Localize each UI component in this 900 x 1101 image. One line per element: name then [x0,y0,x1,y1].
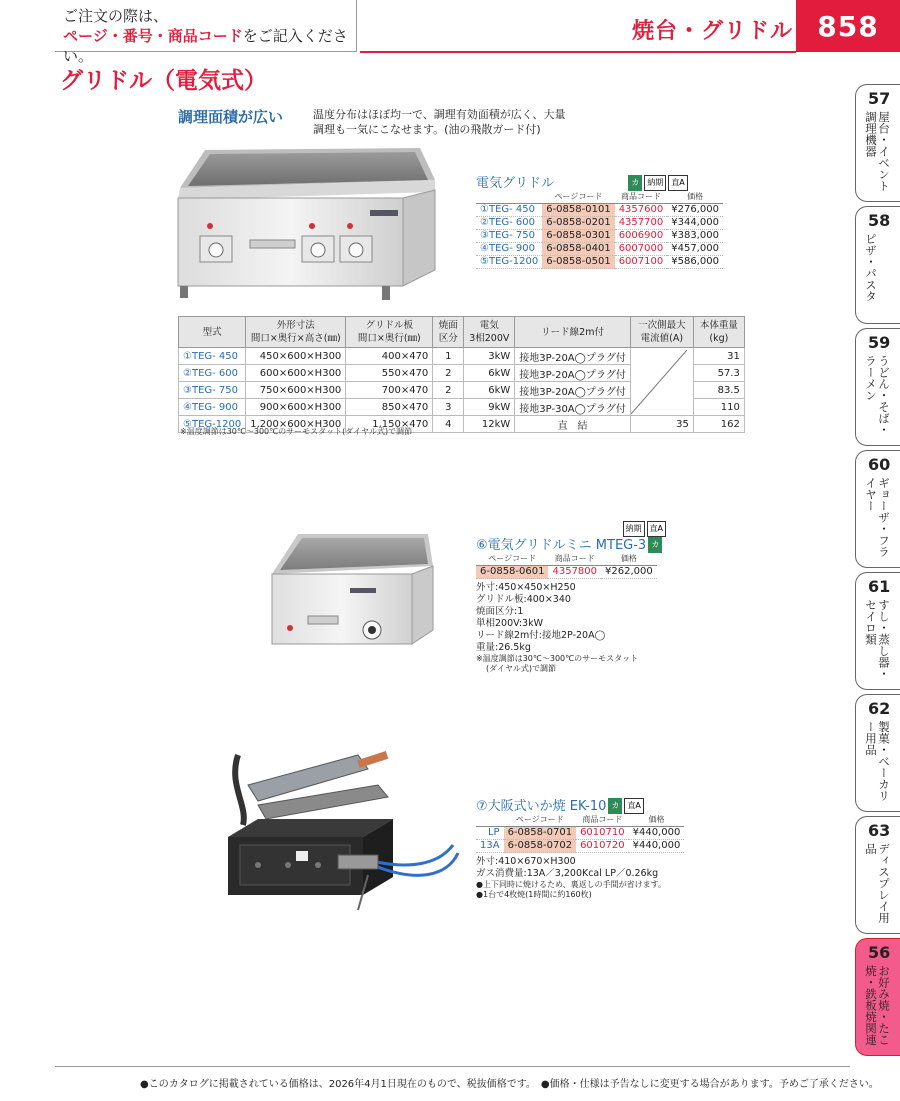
spec-header-zones: 焼面 区分 [433,317,464,348]
price-row [476,230,723,243]
tab-label: すし・蒸し器・セイロ類 [864,599,891,680]
tab-label: 製菓・ベーカリー用品 [864,721,891,802]
spec-lead: 接地3P-30A◯プラグ付 [515,399,631,416]
feature-description: 温度分布はほぼ均一で、調理有効面積が広く、大量調理も一気にこなせます。(油の飛散ガード付) [313,108,566,136]
spec-weight: 重量:26.5kg [476,642,531,653]
spec-lead: 接地3P-20A◯プラグ付 [515,348,631,365]
price: ¥262,000 [601,566,657,579]
index-tab-60[interactable] [855,450,900,568]
product1-name: 電気グリドル [476,176,555,191]
notice-rest-text: をご記入ください。 [63,27,348,65]
squid-grill-image [218,745,468,915]
spec-line: 焼面区分:1 [476,606,524,617]
product3-name: ⑦大阪式いか焼 EK-10 [476,799,607,814]
spec-zones: 2 [433,365,464,382]
product2-badge-choku: 直A [647,521,666,537]
index-tab-63[interactable] [855,816,900,934]
tab-label: ギョーザ・フライヤー [864,477,891,558]
price-row [476,256,723,269]
tab-number: 59 [868,333,891,352]
page-code: 6-0858-0601 [476,566,548,579]
footer-note: ●このカタログに掲載されている価格は、2026年4月1日現在のもので、税抜価格です。 ●価格・仕様は予告なしに変更する場合があります。予めご了承ください。 [140,1079,879,1090]
price: ¥586,000 [667,256,723,269]
spec-model: ⑤TEG-1200 [179,416,246,433]
spec-header-lead: リード線2m付 [515,317,631,348]
tab-label: お好み焼・たこ焼・鉄板焼関連 [864,965,891,1046]
product-code: 4357700 [615,217,668,230]
price: ¥276,000 [667,204,723,217]
page-title: グリドル（電気式） [60,68,267,94]
notice-line1: ご注文の際は、 [63,7,169,25]
spec-header-model: 型式 [179,317,246,348]
spec-power: 12kW [464,416,515,433]
spec-plate: 850×470 [346,399,433,416]
spec-line: 単相200V:3kW [476,618,543,629]
col-product-code: 商品コード [548,552,601,566]
col-price: 価格 [629,813,685,827]
spec-zones: 1 [433,348,464,365]
spec-note: ※温度調節は30℃～300℃のサーモスタット [476,654,639,663]
col-price: 価格 [667,190,723,204]
gas-type: 13A [476,840,504,853]
product1-box [476,172,723,269]
tab-number: 63 [868,821,891,840]
tab-number: 62 [868,699,891,718]
price-row [476,566,657,579]
spec-table [178,316,745,433]
spec-lead: 接地3P-20A◯プラグ付 [515,365,631,382]
model: ①TEG- 450 [476,204,542,217]
spec-dims: 750×600×H300 [246,382,346,399]
price-row [476,840,684,853]
spec-plate: 1,150×470 [346,416,433,433]
col-price: 価格 [601,552,657,566]
model: ②TEG- 600 [476,217,542,230]
product-code: 6010710 [576,827,629,840]
spec-model: ①TEG- 450 [179,348,246,365]
product1-badge-choku: 直A [668,175,687,191]
product3-price-table [476,813,684,853]
spec-model: ④TEG- 900 [179,399,246,416]
product1-price-table [476,190,723,269]
product2-price-table [476,552,657,579]
product3-badge-ka: カ [608,798,622,814]
index-tab-62[interactable] [855,694,900,812]
col-page-code: ページコード [542,190,614,204]
spec-plate: 550×470 [346,365,433,382]
product-code: 6007100 [615,256,668,269]
spec-zones: 4 [433,416,464,433]
col-page-code: ページコード [476,552,548,566]
price-row [476,243,723,256]
page-code: 6-0858-0301 [542,230,614,243]
index-tab-58[interactable] [855,206,900,324]
tab-label: ディスプレイ用品 [864,843,891,924]
spec-weight: 31 [693,348,744,365]
page-code: 6-0858-0702 [504,840,576,853]
col-product-code: 商品コード [615,190,668,204]
tab-label: うどん・そば・ラーメン [864,355,891,436]
spec-current-diagonal [630,348,693,416]
spec-model: ③TEG- 750 [179,382,246,399]
product3-specs [476,856,684,900]
spec-line: ●1台で4枚焼(1時間に約160枚) [476,890,592,899]
spec-lead: 直 結 [515,416,631,433]
feature-heading: 調理面積が広い [178,108,284,126]
footer-rule [55,1066,850,1067]
product-code: 4357600 [615,204,668,217]
product-code: 4357800 [548,566,601,579]
tab-number: 60 [868,455,891,474]
order-notice [55,0,357,65]
price-row [476,204,723,217]
spec-header-weight: 本体重量 (kg) [693,317,744,348]
spec-header-dims: 外形寸法 間口×奥行×高さ(㎜) [246,317,346,348]
price: ¥440,000 [629,827,685,840]
spec-line: グリドル板:400×340 [476,594,571,605]
model: ⑤TEG-1200 [476,256,542,269]
spec-weight: 57.3 [693,365,744,382]
spec-power: 6kW [464,365,515,382]
index-tab-56[interactable] [855,938,900,1056]
spec-power: 9kW [464,399,515,416]
price: ¥344,000 [667,217,723,230]
tab-number: 58 [868,211,891,230]
product2-badge-nouki: 納期 [623,521,645,537]
tab-label: ピザ・パスタ [864,233,878,302]
spec-dims: 450×600×H300 [246,348,346,365]
product3-box [476,795,684,900]
product3-badge-choku: 直A [624,798,643,814]
header-rule [360,51,796,53]
price: ¥457,000 [667,243,723,256]
spec-note: (ダイヤル式)で調節 [486,664,557,673]
tab-number: 57 [868,89,891,108]
spec-zones: 3 [433,399,464,416]
price-row [476,217,723,230]
product2-badge-ka: カ [648,537,662,553]
spec-row [179,348,745,365]
page-number: 858 [796,0,900,52]
spec-line: ●上下同時に焼けるため、裏返しの手間が省けます。 [476,880,667,889]
page-code: 6-0858-0701 [504,827,576,840]
spec-note: ※温度調節は30℃～300℃のサーモスタット(ダイヤル式)で調節 [180,427,413,436]
page-code: 6-0858-0401 [542,243,614,256]
spec-weight: 110 [693,399,744,416]
spec-lead: 接地3P-20A◯プラグ付 [515,382,631,399]
spec-dims: 600×600×H300 [246,365,346,382]
price-row [476,827,684,840]
index-tab-59[interactable] [855,328,900,446]
index-tab-61[interactable] [855,572,900,690]
page-code: 6-0858-0201 [542,217,614,230]
spec-line: リード線2m付:接地2P-20A◯ [476,630,606,641]
col-page-code: ページコード [504,813,576,827]
gas-type: LP [476,827,504,840]
price: ¥383,000 [667,230,723,243]
spec-dims: 900×600×H300 [246,399,346,416]
tab-number: 61 [868,577,891,596]
price: ¥440,000 [629,840,685,853]
spec-plate: 700×470 [346,382,433,399]
spec-zones: 2 [433,382,464,399]
spec-line: 外寸:450×450×H250 [476,582,576,593]
section-title: 焼台・グリドル [632,19,794,44]
spec-weight: 83.5 [693,382,744,399]
page-code: 6-0858-0501 [542,256,614,269]
spec-power: 6kW [464,382,515,399]
model: ③TEG- 750 [476,230,542,243]
spec-line: ガス消費量:13A／3,200Kcal LP／0.26kg [476,868,659,879]
product-code: 6010720 [576,840,629,853]
spec-plate: 400×470 [346,348,433,365]
product2-box [476,518,666,674]
index-tab-57[interactable] [855,84,900,202]
notice-red-text: ページ・番号・商品コード [63,27,243,45]
electric-griddle-image [170,140,440,305]
spec-dims: 1,200×600×H300 [246,416,346,433]
product2-name: ⑥電気グリドルミニ MTEG-3 [476,538,647,553]
spec-header-current: 一次側最大 電流値(A) [630,317,693,348]
spec-model: ②TEG- 600 [179,365,246,382]
product1-badge-nouki: 納期 [644,175,666,191]
spec-header-plate: グリドル板 間口×奥行(㎜) [346,317,433,348]
page-code: 6-0858-0101 [542,204,614,217]
col-product-code: 商品コード [576,813,629,827]
spec-weight: 162 [693,416,744,433]
tab-number: 56 [868,943,891,962]
mini-griddle-image [268,530,438,650]
model: ④TEG- 900 [476,243,542,256]
product-code: 6006900 [615,230,668,243]
product-code: 6007000 [615,243,668,256]
spec-header-power: 電気 3相200V [464,317,515,348]
tab-label: 屋台・イベント調理機器 [864,111,891,192]
spec-power: 3kW [464,348,515,365]
product2-specs [476,582,666,674]
spec-line: 外寸:410×670×H300 [476,856,576,867]
spec-current: 35 [630,416,693,433]
product1-badge-ka: カ [628,175,642,191]
